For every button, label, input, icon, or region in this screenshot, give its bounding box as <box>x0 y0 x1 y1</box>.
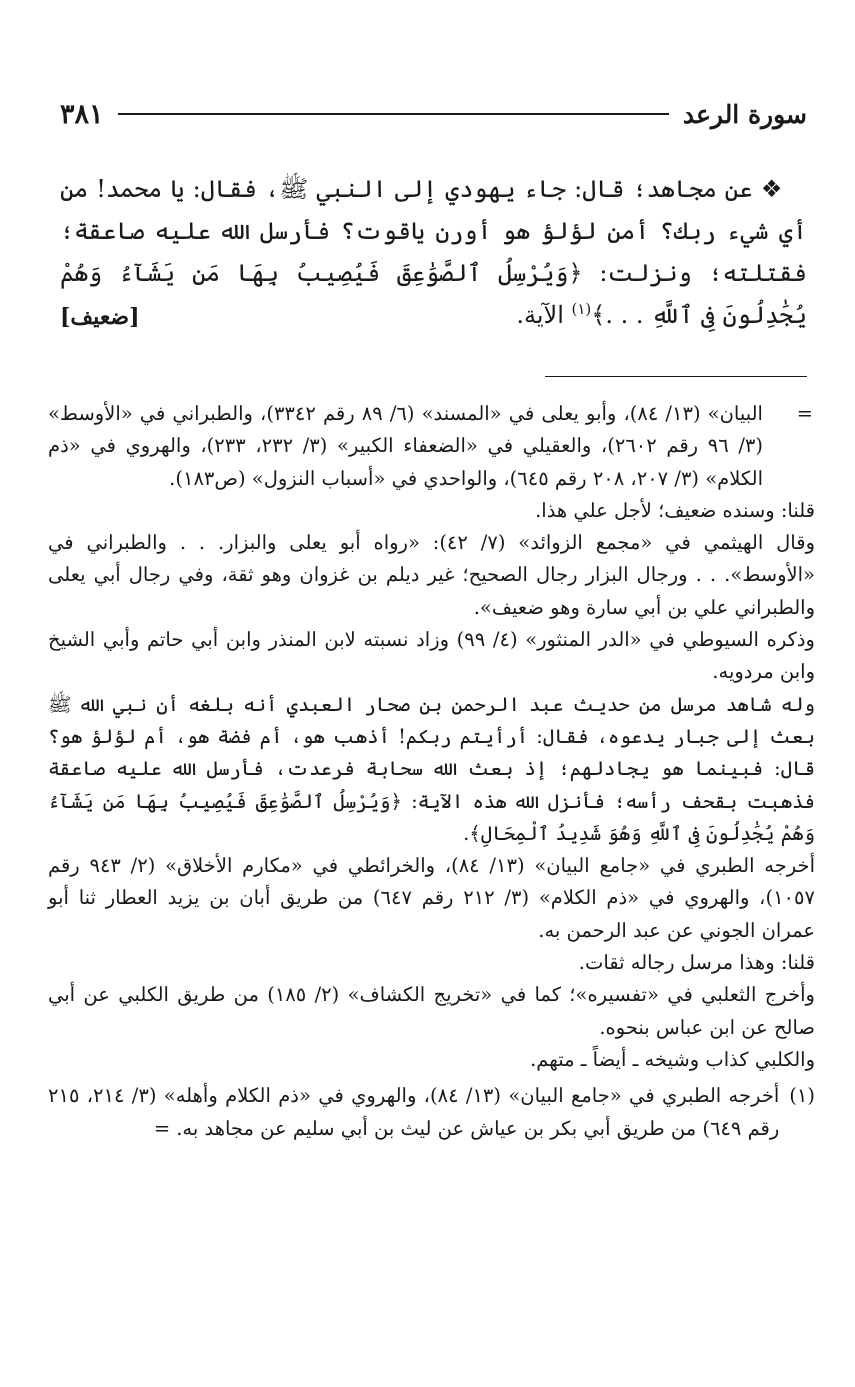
footnote-paragraph: وذكره السيوطي في «الدر المنثور» (٤/ ٩٩) وزاد نسبته لابن المنذر وابن أبي حاتم وأبي الشيخ وابن مردويه. <box>48 628 815 684</box>
footnote-separator <box>545 376 807 377</box>
footnote-paragraph: قلنا: وسنده ضعيف؛ لأجل علي هذا. <box>535 498 815 522</box>
footnotes <box>48 398 815 1145</box>
footnote-paragraph: أخرجه الطبري في «جامع البيان» (١٣/ ٨٤)، والخرائطي في «مكارم الأخلاق» (٢/ ٩٤٣ رقم ١٠٥٧)، والهروي في «ذم الكلام» (٣/ ٢١٢ رقم ٦٤٧) من طريق أبان بن يزيد العطار ثنا أبو عمران الجوني عن عبد الرحمن به. <box>48 854 815 942</box>
hadith-paragraph <box>60 168 807 336</box>
footnote-text: أخرجه الطبري في «جامع البيان» (١٣/ ٨٤)، والهروي في «ذم الكلام وأهله» (٣/ ٢١٤، ٢١٥ رقم ٦٤٩) من طريق أبي بكر بن عياش عن ليث بن أبي سليم عن مجاهد به. <box>48 1084 780 1140</box>
footnote-paragraph: قلنا: وهذا مرسل رجاله ثقات. <box>578 951 815 975</box>
hadith-grade: [ضعيف] <box>60 304 140 330</box>
trailing-mark: = <box>153 1116 171 1140</box>
footnote-paragraph: البيان» (١٣/ ٨٤)، وأبو يعلى في «المسند» (٦/ ٨٩ رقم ٣٣٤٢)، والطبراني في «الأوسط» (٣/ ٩٦ رقم ٢٦٠٢)، والعقيلي في «الضعفاء الكبير» (٣/ ٢٣٢، ٢٣٣)، والهروي في «ذم الكلام» (٣/ ٢٠٧، ٢٠٨ رقم ٦٤٥)، والواحدي في «أسباب النزول» (ص١٨٣). <box>48 402 764 490</box>
footnote-paragraph: وله شاهد مرسل من حديث عبد الرحمن بن صحار العبدي أنه بلغه أن نبي الله ﷺ بعث إلى جبار يدعوه، فقال: أرأيتم ربكم! أذهب هو، أم فضة هو، أم لؤلؤ هو؟ قال: فبينما هو يجادلهم؛ إذ بعث الله سحابة فرعدت، فأرسل الله عليه صاعقة فذهبت بقحف رأسه؛ فأنزل الله هذه الآية: ﴿وَيُرْسِلُ ٱلصَّوَٰعِقَ فَيُصِيبُ بِهَا مَن يَشَآءُ وَهُمْ يُجَٰدِلُونَ فِى ٱللَّهِ وَهُوَ شَدِيدُ ٱلْمِحَالِ﴾. <box>48 692 815 845</box>
footnote-continuation <box>48 398 815 495</box>
footnote-reference: (١) <box>571 300 592 318</box>
hadith-body: عن مجاهد؛ قال: جاء يهودي إلى النبي ﷺ، فقال: يا محمد! من أي شيء ربك؟ أمن لؤلؤ هو أورن ياقوت؟ فأرسل الله عليه صاعقة؛ فقتلته؛ ونزلت: ﴿وَيُرْسِلُ ٱلصَّوَٰعِقَ فَيُصِيبُ بِهَا مَن يَشَآءُ وَهُمْ يُجَٰدِلُونَ فِى ٱللَّهِ . . .﴾ <box>60 175 807 329</box>
footnote-number: (١) <box>789 1084 815 1108</box>
page-header <box>60 92 807 136</box>
surah-title: سورة الرعد <box>682 99 807 129</box>
continuation-mark: = <box>796 402 813 425</box>
page-number: ٣٨١ <box>60 98 104 130</box>
footnote-paragraph: وقال الهيثمي في «مجمع الزوائد» (٧/ ٤٢): «رواه أبو يعلى والبزار. . . والطبراني في «الأوسط». . . ورجال البزار رجال الصحيح؛ غير ديلم بن غزوان وهو ثقة، وفي رجال أبي يعلى والطبراني علي بن أبي سارة وهو ضعيف». <box>48 531 815 619</box>
footnote-paragraph: وأخرج الثعلبي في «تفسيره»؛ كما في «تخريج الكشاف» (٢/ ١٨٥) من طريق الكلبي عن أبي صالح عن ابن عباس بنحوه. <box>48 983 815 1039</box>
footnote-1 <box>48 1080 815 1145</box>
hadith-ending: الآية. <box>516 301 572 329</box>
star-icon: ❖ <box>760 175 783 203</box>
hadith-text <box>60 168 807 338</box>
footnote-paragraph: والكلبي كذاب وشيخه ـ أيضاً ـ متهم. <box>530 1047 815 1071</box>
header-rule <box>118 113 669 115</box>
